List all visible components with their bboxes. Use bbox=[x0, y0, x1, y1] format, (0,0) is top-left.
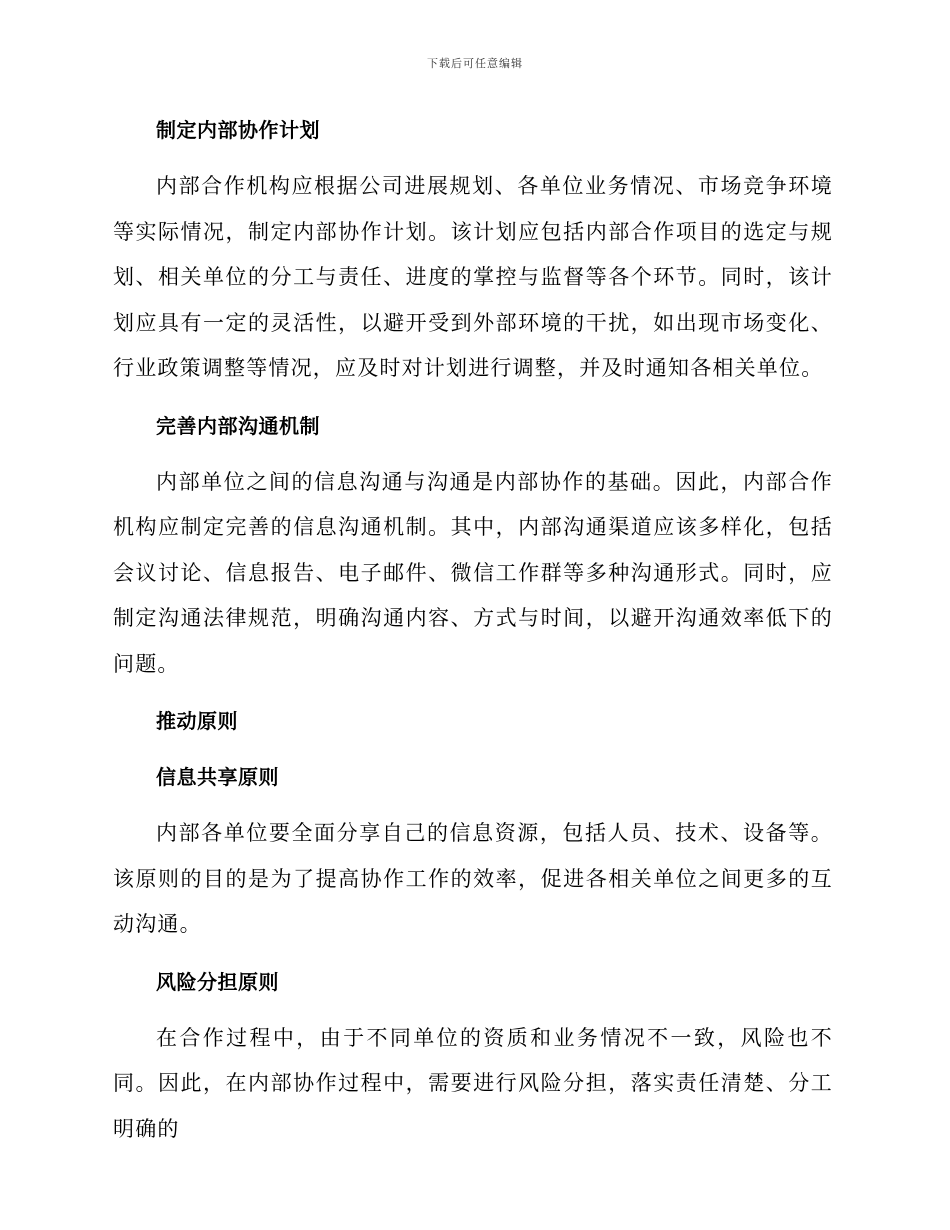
section-paragraph-info-sharing: 内部各单位要全面分享自己的信息资源，包括人员、技术、设备等。该原则的目的是为了提高协作工作的效率，促进各相关单位之间更多的互动沟通。 bbox=[113, 821, 833, 936]
section-paragraph-risk-sharing: 在合作过程中，由于不同单位的资质和业务情况不一致，风险也不同。因此，在内部协作过程中，需要进行风险分担，落实责任清楚、分工明确的 bbox=[113, 1025, 833, 1141]
section-heading-communication: 完善内部沟通机制 bbox=[156, 413, 320, 438]
section-heading-info-sharing: 信息共享原则 bbox=[156, 765, 279, 789]
header-note: 下载后可任意编辑 bbox=[427, 57, 523, 70]
section-paragraph-internal-plan: 内部合作机构应根据公司进展规划、各单位业务情况、市场竞争环境等实际情况，制定内部协作计划。该计划应包括内部合作项目的选定与规划、相关单位的分工与责任、进度的掌控与监督等各个环节。同时，该计划应具有一定的灵活性，以避开受到外部环境的干扰，如出现市场变化、行业政策调整等情况，应及时对计划进行调整，并及时通知各相关单位。 bbox=[113, 174, 833, 380]
document-body bbox=[113, 108, 833, 1164]
section-paragraph-communication: 内部单位之间的信息沟通与沟通是内部协作的基础。因此，内部合作机构应制定完善的信息沟通机制。其中，内部沟通渠道应该多样化，包括会议讨论、信息报告、电子邮件、微信工作群等多种沟通形式。同时，应制定沟通法律规范，明确沟通内容、方式与时间，以避开沟通效率低下的问题。 bbox=[113, 469, 833, 676]
section-heading-risk-sharing: 风险分担原则 bbox=[156, 969, 279, 994]
section-heading-internal-plan: 制定内部协作计划 bbox=[156, 118, 320, 142]
section-heading-principles: 推动原则 bbox=[156, 709, 238, 733]
